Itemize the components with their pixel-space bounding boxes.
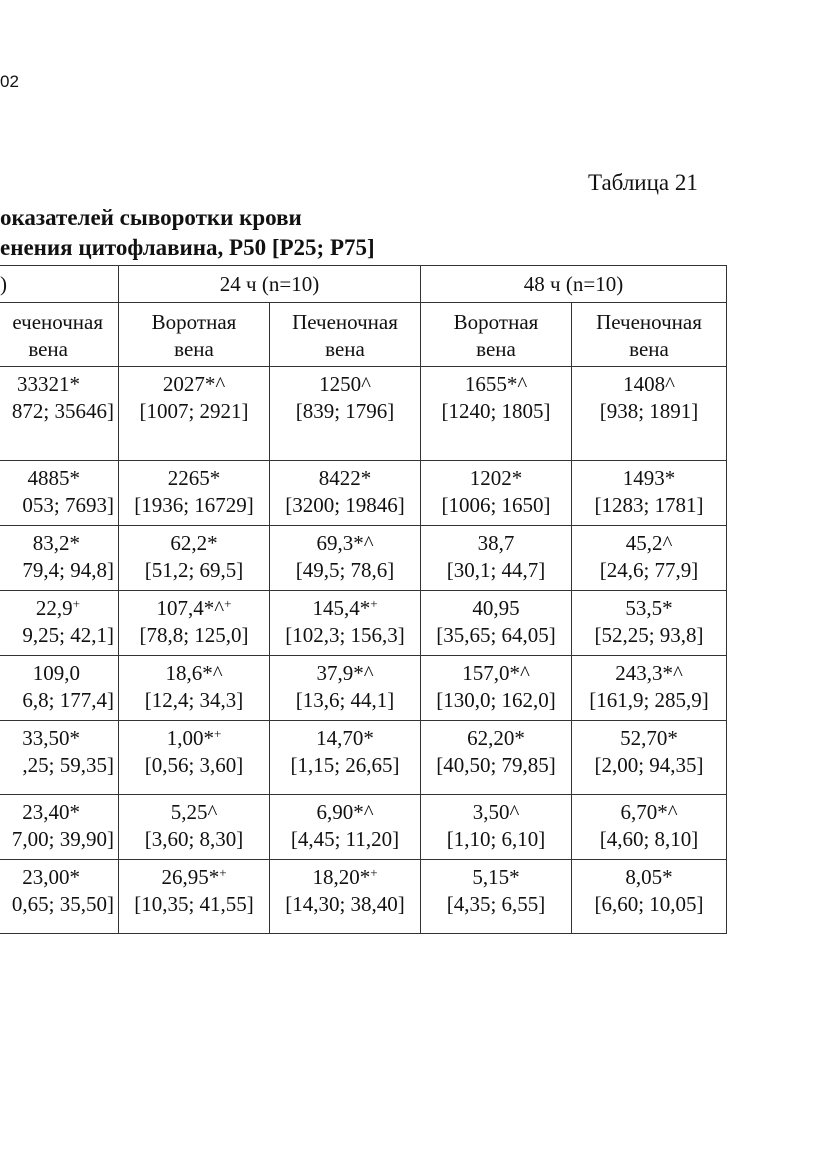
cell-median: 45,2^ [625,531,673,555]
vessel-header: еченочная вена [0,303,119,367]
cell-median: 62,20* [467,726,525,750]
table-row [0,591,727,656]
caption-line-1: оказателей сыворотки крови [0,205,302,230]
cell-median: 6,90*^ [316,800,374,824]
vessel-header: Печеночная вена [572,303,727,367]
cell-range: [24,6; 77,9] [599,558,699,582]
cell-median: 40,95 [472,596,520,620]
cell-median: 38,7 [477,531,515,555]
cell-median: 14,70* [316,726,374,750]
cell-range: 0,65; 35,50] [11,892,114,916]
cell-range: [1006; 1650] [441,493,551,517]
cell-median: 8422* [318,466,372,490]
cell-range: [1,10; 6,10] [446,827,546,851]
table-cell [0,461,119,526]
cell-range: [102,3; 156,3] [285,623,405,647]
cell-range: [3200; 19846] [285,493,405,517]
cell-median: 1493* [622,466,676,490]
cell-range: [35,65; 64,05] [436,623,556,647]
table-cell [270,860,421,934]
caption-line-2: енения цитофлавина, P50 [P25; P75] [0,235,375,260]
cell-range: [30,1; 44,7] [446,558,546,582]
cell-median: 26,95*+ [161,865,227,889]
table-row [0,795,727,860]
table-cell [421,656,572,721]
cell-range: [161,9; 285,9] [589,688,709,712]
cell-range: ,25; 59,35] [22,753,114,777]
table-row [0,656,727,721]
table-cell [270,721,421,795]
table-caption [0,203,375,263]
table-cell [0,795,119,860]
table-cell [119,367,270,461]
cell-median: 53,5* [625,596,673,620]
table-cell [119,860,270,934]
cell-range: 872; 35646] [11,399,114,423]
significance-mark: + [72,596,80,611]
cell-median: 22,9+ [35,596,80,620]
cell-median: 107,4*^+ [156,596,232,620]
table-row [0,526,727,591]
table-cell [572,367,727,461]
table-cell [572,526,727,591]
cell-range: [49,5; 78,6] [295,558,395,582]
cell-range: [78,8; 125,0] [139,623,249,647]
cell-median: 33321* [17,372,80,396]
cell-median: 37,9*^ [316,661,374,685]
cell-range: [14,30; 38,40] [285,892,405,916]
cell-range: 6,8; 177,4] [22,688,114,712]
cell-median: 23,00* [22,865,80,889]
table-row [0,461,727,526]
vessel-header-row [0,303,727,367]
table-row [0,367,727,461]
cell-median: 157,0*^ [462,661,530,685]
cell-range: [1,15; 26,65] [290,753,400,777]
period-header-partial: ) [0,266,119,303]
cell-median: 1655*^ [464,372,528,396]
cell-range: [51,2; 69,5] [144,558,244,582]
vessel-header: Печеночная вена [270,303,421,367]
period-header-24h: 24 ч (n=10) [119,266,421,303]
significance-mark: + [224,596,232,611]
data-table [0,265,727,934]
cell-median: 69,3*^ [316,531,374,555]
vessel-header: Воротная вена [119,303,270,367]
cell-median: 52,70* [620,726,678,750]
table-cell [421,860,572,934]
cell-range: [1283; 1781] [594,493,704,517]
table-cell [572,721,727,795]
cell-median: 1202* [469,466,523,490]
cell-median: 5,25^ [170,800,218,824]
cell-median: 3,50^ [472,800,520,824]
vessel-header: Воротная вена [421,303,572,367]
cell-range: [130,0; 162,0] [436,688,556,712]
cell-range: [839; 1796] [295,399,395,423]
period-header-48h: 48 ч (n=10) [421,266,727,303]
table-cell [119,721,270,795]
cell-range: [52,25; 93,8] [594,623,704,647]
table-cell [270,795,421,860]
cell-median: 1408^ [623,372,675,396]
table-cell [119,656,270,721]
table-cell [572,591,727,656]
cell-range: 7,00; 39,90] [11,827,114,851]
table-cell [421,367,572,461]
cell-median: 18,20*+ [312,865,378,889]
table-cell [119,526,270,591]
table-cell [572,795,727,860]
cell-range: [4,45; 11,20] [290,827,400,851]
cell-median: 33,50* [22,726,80,750]
table-cell [0,860,119,934]
table-cell [421,795,572,860]
table-cell [572,656,727,721]
table-cell [270,656,421,721]
table-cell [270,367,421,461]
cell-median: 4885* [27,466,80,490]
cell-range: 79,4; 94,8] [22,558,114,582]
cell-range: [2,00; 94,35] [594,753,704,777]
cell-range: 053; 7693] [22,493,114,517]
table-cell [0,656,119,721]
cell-range: [1936; 16729] [134,493,254,517]
cell-range: [1007; 2921] [139,399,249,423]
cell-median: 6,70*^ [620,800,678,824]
table-cell [0,367,119,461]
cell-range: [6,60; 10,05] [594,892,704,916]
table-cell [0,591,119,656]
cell-range: [938; 1891] [599,399,699,423]
table-cell [270,526,421,591]
page-number: 02 [0,72,19,91]
table-cell [119,795,270,860]
cell-median: 2027*^ [162,372,226,396]
table-cell [0,526,119,591]
cell-median: 83,2* [32,531,80,555]
cell-range: [10,35; 41,55] [134,892,254,916]
table-cell [421,591,572,656]
cell-median: 1250^ [319,372,371,396]
table-cell [421,526,572,591]
cell-range: [13,6; 44,1] [295,688,395,712]
table-cell [572,461,727,526]
cell-range: [3,60; 8,30] [144,827,244,851]
cell-range: [40,50; 79,85] [436,753,556,777]
cell-median: 243,3*^ [615,661,683,685]
period-header-row [0,266,727,303]
table-cell [119,461,270,526]
significance-mark: + [213,726,222,741]
cell-median: 5,15* [472,865,520,889]
cell-range: [0,56; 3,60] [144,753,244,777]
significance-mark: + [219,865,227,880]
cell-median: 1,00*+ [166,726,222,750]
significance-mark: + [370,596,378,611]
table-cell [270,461,421,526]
table-cell [119,591,270,656]
cell-range: 9,25; 42,1] [22,623,114,647]
cell-median: 18,6*^ [165,661,223,685]
table-row [0,860,727,934]
cell-range: [1240; 1805] [441,399,551,423]
table-row [0,721,727,795]
cell-median: 145,4*+ [312,596,378,620]
cell-range: [12,4; 34,3] [144,688,244,712]
table-label: Таблица 21 [588,170,698,195]
cell-median: 62,2* [170,531,218,555]
cell-range: [4,35; 6,55] [446,892,546,916]
table-cell [572,860,727,934]
table-cell [0,721,119,795]
cell-median: 109,0 [32,661,80,685]
cell-range: [4,60; 8,10] [599,827,699,851]
table-cell [270,591,421,656]
significance-mark: + [370,865,378,880]
cell-median: 2265* [167,466,221,490]
table-cell [421,721,572,795]
table-cell [421,461,572,526]
cell-median: 8,05* [625,865,673,889]
cell-median: 23,40* [22,800,80,824]
